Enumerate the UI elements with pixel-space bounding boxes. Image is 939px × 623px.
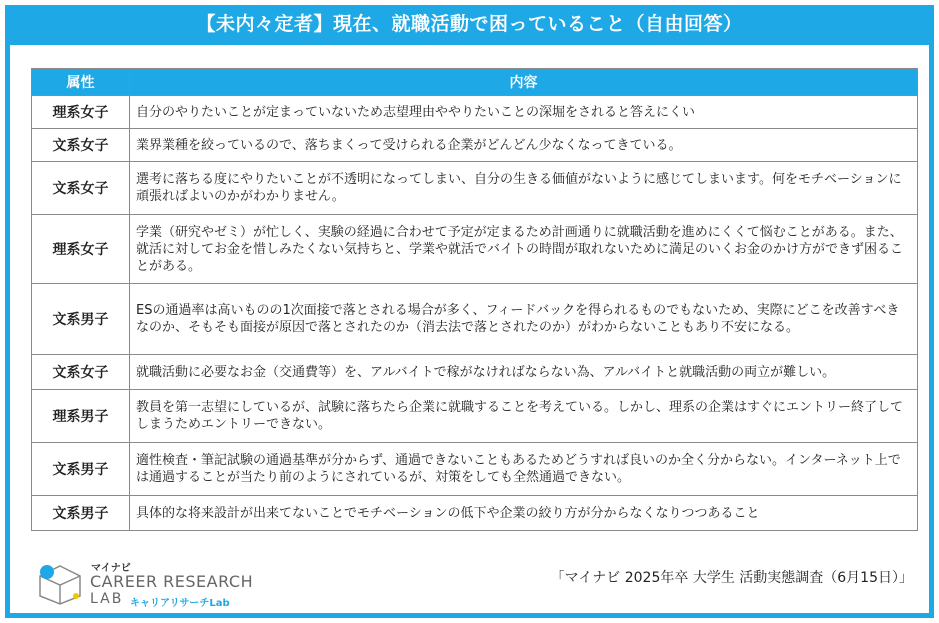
table-row bbox=[32, 390, 918, 443]
source-citation: 「マイナビ 2025年卒 大学生 活動実態調査（6月15日）」 bbox=[550, 570, 913, 586]
table-header-row bbox=[32, 69, 918, 96]
row-attribute: 理系女子 bbox=[32, 96, 130, 129]
row-content: 具体的な将来設計が出来てないことでモチベーションの低下や企業の絞り方が分からなくなりつつあること bbox=[130, 496, 918, 531]
row-content: 適性検査・筆記試験の通過基準が分からず、通過できないこともあるためどうすれば良いのか全く分からない。インターネット上では通過することが当たり前のようにされているが、対策をしても全然通過できない。 bbox=[130, 443, 918, 496]
page-title: 【未内々定者】現在、就職活動で困っていること（自由回答） bbox=[196, 13, 743, 35]
career-research-lab-logo bbox=[32, 557, 272, 607]
logo-brand-small: マイナビ bbox=[91, 563, 131, 574]
row-attribute: 文系女子 bbox=[32, 129, 130, 162]
table-row bbox=[32, 215, 918, 284]
row-attribute: 文系男子 bbox=[32, 443, 130, 496]
row-content: ESの通過率は高いものの1次面接で落とされる場合が多く、フィードバックを得られるものでもないため、実際にどこを改善すべきなのか、そもそも面接が原因で落とされたのか（消去法で落とされたのか）がわからないこともあり不安になる。 bbox=[130, 284, 918, 355]
row-attribute: 文系女子 bbox=[32, 162, 130, 215]
table-row bbox=[32, 355, 918, 390]
content-panel bbox=[10, 45, 929, 613]
row-content: 選考に落ちる度にやりたいことが不透明になってしまい、自分の生きる価値がないように感じてしまいます。何をモチベーションに頑張ればよいのかがわかりません。 bbox=[130, 162, 918, 215]
row-content: 学業（研究やゼミ）が忙しく、実験の経過に合わせて予定が定まるため計画通りに就職活動を進めにくくて悩むことがある。また、就活に対してお金を惜しみたくない気持ちと、学業や就活でバイトの時間が取れないために満足のいくお金のかけ方ができず困ることがある。 bbox=[130, 215, 918, 284]
table-row bbox=[32, 284, 918, 355]
row-content: 業界業種を絞っているので、落ちまくって受けられる企業がどんどん少なくなってきている。 bbox=[130, 129, 918, 162]
header-attribute: 属性 bbox=[32, 69, 130, 96]
row-content: 自分のやりたいことが定まっていないため志望理由ややりたいことの深堀をされると答えにくい bbox=[130, 96, 918, 129]
table-row bbox=[32, 443, 918, 496]
row-attribute: 理系男子 bbox=[32, 390, 130, 443]
table-row bbox=[32, 496, 918, 531]
logo-lab-text: LAB bbox=[90, 591, 124, 607]
cube-logo-icon bbox=[34, 562, 86, 606]
row-attribute: 文系男子 bbox=[32, 284, 130, 355]
table-row bbox=[32, 162, 918, 215]
row-content: 教員を第一志望にしているが、試験に落ちたら企業に就職することを考えている。しかし、理系の企業はすぐにエントリー終了してしまうためエントリーできない。 bbox=[130, 390, 918, 443]
header-content: 内容 bbox=[130, 69, 918, 96]
table-row bbox=[32, 96, 918, 129]
row-attribute: 理系女子 bbox=[32, 215, 130, 284]
table-row bbox=[32, 129, 918, 162]
responses-table bbox=[31, 68, 918, 531]
row-attribute: 文系男子 bbox=[32, 496, 130, 531]
row-attribute: 文系女子 bbox=[32, 355, 130, 390]
row-content: 就職活動に必要なお金（交通費等）を、アルバイトで稼がなければならない為、アルバイトと就職活動の両立が難しい。 bbox=[130, 355, 918, 390]
report-frame bbox=[5, 5, 934, 618]
logo-subtitle: キャリアリサーチLab bbox=[130, 598, 230, 609]
logo-main-text: CAREER RESEARCH bbox=[90, 572, 254, 591]
